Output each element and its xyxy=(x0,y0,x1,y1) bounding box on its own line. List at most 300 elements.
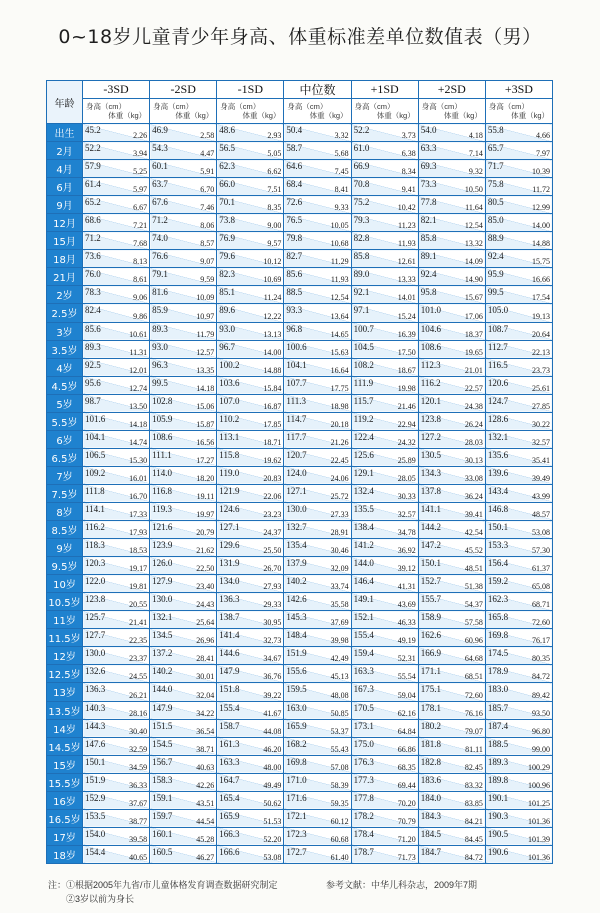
height-value: 127.9 xyxy=(152,576,173,587)
value-cell xyxy=(485,647,552,665)
value-cell xyxy=(485,827,552,845)
height-value: 88.9 xyxy=(487,233,504,244)
value-cell xyxy=(150,358,217,376)
weight-value: 33.74 xyxy=(330,582,349,592)
value-cell xyxy=(150,809,217,827)
weight-value: 12.61 xyxy=(397,257,416,267)
value-cell xyxy=(418,755,485,773)
height-value: 130.0 xyxy=(85,648,106,659)
weight-value: 10.61 xyxy=(129,329,148,339)
value-cell xyxy=(284,160,351,178)
table-row xyxy=(47,430,553,448)
height-value: 72.6 xyxy=(286,197,303,208)
height-value: 178.4 xyxy=(353,828,374,839)
value-cell xyxy=(418,412,485,430)
value-cell xyxy=(351,214,418,232)
weight-value: 19.13 xyxy=(532,311,550,321)
height-value: 104.1 xyxy=(286,359,307,370)
height-value: 63.3 xyxy=(420,143,437,154)
footnote-2: ②3岁以前为身长 xyxy=(66,894,135,904)
weight-value: 7.68 xyxy=(133,239,148,249)
height-value: 154.4 xyxy=(85,846,106,857)
height-value: 176.3 xyxy=(353,756,374,767)
height-value: 111.8 xyxy=(85,485,105,496)
value-cell xyxy=(284,629,351,647)
height-value: 135.4 xyxy=(286,540,307,551)
value-cell xyxy=(485,178,552,196)
weight-value: 68.51 xyxy=(464,672,483,682)
value-cell xyxy=(83,611,150,629)
value-cell xyxy=(418,178,485,196)
weight-value: 3.73 xyxy=(401,131,416,141)
value-cell xyxy=(485,755,552,773)
weight-value: 5.97 xyxy=(133,185,148,195)
height-value: 158.3 xyxy=(152,774,173,785)
height-value: 144.2 xyxy=(420,522,441,533)
weight-value: 25.72 xyxy=(330,491,349,501)
weight-value: 49.49 xyxy=(263,780,282,790)
height-value: 92.4 xyxy=(487,251,504,262)
value-cell xyxy=(284,358,351,376)
sd-header: +3SD xyxy=(485,81,552,99)
value-cell xyxy=(351,593,418,611)
height-value: 116.2 xyxy=(85,522,105,533)
weight-value: 71.73 xyxy=(397,853,416,862)
value-cell xyxy=(83,304,150,322)
weight-value: 14.90 xyxy=(464,275,483,285)
value-cell xyxy=(485,196,552,214)
value-cell xyxy=(284,665,351,683)
weight-value: 18.53 xyxy=(129,546,148,556)
height-value: 81.6 xyxy=(152,287,168,298)
height-value: 140.2 xyxy=(286,576,307,587)
value-cell xyxy=(150,539,217,557)
height-value: 98.7 xyxy=(85,395,101,406)
weight-value: 27.93 xyxy=(263,582,282,592)
height-weight-subheader xyxy=(418,99,485,124)
table-row xyxy=(47,827,553,845)
weight-value: 70.79 xyxy=(397,816,416,826)
weight-value: 57.08 xyxy=(330,762,349,772)
height-value: 190.6 xyxy=(487,846,509,857)
value-cell xyxy=(284,647,351,665)
height-value: 127.7 xyxy=(85,630,106,641)
weight-value: 19.17 xyxy=(129,564,148,574)
height-value: 144.6 xyxy=(219,648,240,659)
height-value: 82.7 xyxy=(286,251,303,262)
value-cell xyxy=(150,160,217,178)
value-cell xyxy=(418,557,485,575)
weight-value: 28.41 xyxy=(196,654,215,664)
height-value: 134.0 xyxy=(219,576,240,587)
height-value: 142.6 xyxy=(286,594,307,605)
value-cell xyxy=(284,304,351,322)
weight-value: 13.35 xyxy=(196,365,215,375)
age-label: 18月 xyxy=(47,250,83,268)
value-cell xyxy=(418,647,485,665)
age-label: 5.5岁 xyxy=(47,412,83,430)
value-cell xyxy=(485,322,552,340)
height-value: 130.0 xyxy=(286,503,307,514)
weight-value: 37.67 xyxy=(129,798,148,808)
height-value: 85.6 xyxy=(286,269,303,280)
value-cell xyxy=(83,484,150,502)
weight-value: 39.12 xyxy=(397,564,416,574)
value-cell xyxy=(217,755,284,773)
value-cell xyxy=(217,196,284,214)
value-cell xyxy=(150,845,217,863)
age-label: 10岁 xyxy=(47,575,83,593)
weight-value: 50.85 xyxy=(330,708,349,718)
weight-value: 9.86 xyxy=(133,311,148,321)
value-cell xyxy=(284,575,351,593)
value-cell xyxy=(217,845,284,863)
table-row xyxy=(47,412,553,430)
weight-value: 16.01 xyxy=(129,473,148,483)
height-value: 137.2 xyxy=(152,648,173,659)
height-value: 165.9 xyxy=(219,810,240,821)
height-value: 128.6 xyxy=(487,413,509,424)
value-cell xyxy=(217,214,284,232)
value-cell xyxy=(83,521,150,539)
value-cell xyxy=(284,773,351,791)
value-cell xyxy=(485,701,552,719)
value-cell xyxy=(351,322,418,340)
value-cell xyxy=(485,539,552,557)
value-cell xyxy=(83,629,150,647)
age-label: 4岁 xyxy=(47,358,83,376)
weight-value: 15.24 xyxy=(397,311,416,321)
value-cell xyxy=(83,593,150,611)
value-cell xyxy=(351,142,418,160)
height-value: 66.0 xyxy=(219,179,236,190)
weight-value: 37.69 xyxy=(330,618,349,628)
table-row xyxy=(47,665,553,683)
weight-value: 45.13 xyxy=(330,672,349,682)
height-value: 100.2 xyxy=(219,359,240,370)
weight-value: 41.67 xyxy=(263,708,282,718)
height-value: 89.1 xyxy=(420,251,437,262)
value-cell xyxy=(150,593,217,611)
height-value: 85.0 xyxy=(487,215,504,226)
value-cell xyxy=(284,701,351,719)
value-cell xyxy=(418,502,485,520)
height-value: 58.7 xyxy=(286,143,303,154)
weight-value: 8.61 xyxy=(133,275,148,285)
height-value: 108.6 xyxy=(152,431,173,442)
height-value: 140.3 xyxy=(85,702,106,713)
height-value: 144.3 xyxy=(85,720,106,731)
height-value: 189.3 xyxy=(487,756,509,767)
value-cell xyxy=(284,196,351,214)
value-cell xyxy=(217,737,284,755)
value-cell xyxy=(351,773,418,791)
weight-value: 100.96 xyxy=(528,780,550,790)
height-value: 93.0 xyxy=(219,323,236,334)
height-value: 75.2 xyxy=(353,197,370,208)
weight-value: 10.42 xyxy=(397,203,416,213)
table-row xyxy=(47,539,553,557)
height-value: 102.8 xyxy=(152,395,173,406)
weight-value: 84.45 xyxy=(464,834,483,844)
height-value: 124.6 xyxy=(219,503,240,514)
height-value: 85.6 xyxy=(85,323,101,334)
age-label: 6岁 xyxy=(47,430,83,448)
weight-value: 7.14 xyxy=(468,149,483,159)
value-cell xyxy=(284,232,351,250)
weight-value: 22.35 xyxy=(129,636,148,646)
height-value: 161.3 xyxy=(219,738,240,749)
weight-value: 19.62 xyxy=(263,455,282,465)
age-label: 11岁 xyxy=(47,611,83,629)
height-value: 124.0 xyxy=(286,467,307,478)
height-value: 74.0 xyxy=(152,233,168,244)
height-value: 89.3 xyxy=(152,323,168,334)
weight-value: 14.65 xyxy=(330,329,349,339)
height-value: 57.9 xyxy=(85,161,101,172)
weight-value: 14.01 xyxy=(397,293,416,303)
value-cell xyxy=(418,448,485,466)
age-label: 6.5岁 xyxy=(47,448,83,466)
weight-value: 80.35 xyxy=(532,654,550,664)
weight-value: 72.60 xyxy=(464,690,483,700)
weight-value: 16.87 xyxy=(263,401,282,411)
weight-value: 40.65 xyxy=(129,853,148,862)
value-cell xyxy=(83,178,150,196)
height-value: 113.1 xyxy=(219,431,240,442)
weight-value: 12.01 xyxy=(129,365,148,375)
value-cell xyxy=(351,502,418,520)
page-title: 0~18岁儿童青少年身高、体重标准差单位数值表（男） xyxy=(58,26,542,48)
value-cell xyxy=(284,683,351,701)
height-value: 145.3 xyxy=(286,612,307,623)
height-weight-subheader xyxy=(150,99,217,124)
weight-value: 8.35 xyxy=(267,203,282,213)
value-cell xyxy=(351,232,418,250)
weight-value: 30.46 xyxy=(330,546,349,556)
weight-value: 21.62 xyxy=(196,546,215,556)
table-row xyxy=(47,268,553,286)
value-cell xyxy=(217,773,284,791)
height-value: 61.0 xyxy=(353,143,370,154)
height-value: 71.2 xyxy=(85,233,101,244)
weight-value: 38.71 xyxy=(196,744,215,754)
height-value: 124.7 xyxy=(487,395,509,406)
weight-value: 46.20 xyxy=(263,744,282,754)
value-cell xyxy=(150,196,217,214)
age-label: 6月 xyxy=(47,178,83,196)
table-row xyxy=(47,701,553,719)
height-value: 62.3 xyxy=(219,161,236,172)
value-cell xyxy=(351,845,418,863)
height-value: 158.7 xyxy=(219,720,240,731)
value-cell xyxy=(217,719,284,737)
height-value: 149.1 xyxy=(353,594,374,605)
age-label: 4.5岁 xyxy=(47,376,83,394)
table-row xyxy=(47,448,553,466)
height-value: 54.0 xyxy=(420,125,437,135)
value-cell xyxy=(485,232,552,250)
height-value: 79.8 xyxy=(286,233,303,244)
weight-sublabel: 体重（kg） xyxy=(376,111,415,120)
value-cell xyxy=(83,196,150,214)
height-value: 184.0 xyxy=(420,792,441,803)
value-cell xyxy=(485,340,552,358)
value-cell xyxy=(284,178,351,196)
weight-value: 48.08 xyxy=(330,690,349,700)
height-value: 147.6 xyxy=(85,738,106,749)
weight-value: 83.32 xyxy=(464,780,483,790)
weight-value: 8.41 xyxy=(334,185,349,195)
table-row xyxy=(47,322,553,340)
weight-value: 13.50 xyxy=(129,401,148,411)
value-cell xyxy=(83,683,150,701)
table-row xyxy=(47,575,553,593)
value-cell xyxy=(83,647,150,665)
height-value: 114.1 xyxy=(85,503,105,514)
weight-value: 64.84 xyxy=(397,726,416,736)
height-value: 141.1 xyxy=(420,503,441,514)
weight-value: 12.99 xyxy=(532,203,550,213)
value-cell xyxy=(83,466,150,484)
value-cell xyxy=(418,575,485,593)
height-value: 127.1 xyxy=(219,522,240,533)
height-value: 132.6 xyxy=(85,666,106,677)
weight-value: 101.36 xyxy=(528,853,550,862)
height-value: 159.4 xyxy=(353,648,374,659)
weight-value: 26.24 xyxy=(464,419,483,429)
height-value: 121.6 xyxy=(152,522,173,533)
height-value: 132.4 xyxy=(353,485,374,496)
value-cell xyxy=(217,124,284,142)
value-cell xyxy=(217,827,284,845)
table-row xyxy=(47,232,553,250)
weight-value: 21.46 xyxy=(397,401,416,411)
value-cell xyxy=(150,250,217,268)
height-value: 92.1 xyxy=(353,287,370,298)
height-value: 178.9 xyxy=(487,666,509,677)
weight-value: 60.12 xyxy=(330,816,349,826)
value-cell xyxy=(217,448,284,466)
weight-value: 54.37 xyxy=(464,600,483,610)
weight-value: 84.72 xyxy=(464,853,483,862)
weight-value: 59.35 xyxy=(330,798,349,808)
weight-value: 33.08 xyxy=(464,473,483,483)
height-value: 136.3 xyxy=(85,684,106,695)
weight-value: 7.51 xyxy=(267,185,282,195)
weight-value: 11.23 xyxy=(398,221,416,231)
height-sublabel: 身高（cm） xyxy=(287,102,328,111)
weight-value: 16.70 xyxy=(129,491,148,501)
value-cell xyxy=(217,809,284,827)
weight-value: 18.67 xyxy=(397,365,416,375)
height-value: 190.5 xyxy=(487,828,509,839)
height-value: 117.7 xyxy=(286,431,307,442)
weight-value: 101.39 xyxy=(528,834,550,844)
value-cell xyxy=(150,791,217,809)
weight-value: 4.47 xyxy=(200,149,215,159)
weight-value: 32.59 xyxy=(129,744,148,754)
weight-value: 14.18 xyxy=(129,419,148,429)
height-value: 171.1 xyxy=(420,666,441,677)
weight-value: 27.33 xyxy=(330,510,349,520)
height-value: 89.0 xyxy=(353,269,370,280)
table-row xyxy=(47,647,553,665)
weight-value: 69.44 xyxy=(397,780,416,790)
value-cell xyxy=(485,358,552,376)
value-cell xyxy=(418,340,485,358)
height-value: 166.6 xyxy=(219,846,240,857)
height-value: 187.4 xyxy=(487,720,509,731)
value-cell xyxy=(150,611,217,629)
height-value: 147.2 xyxy=(420,540,441,551)
value-cell xyxy=(217,322,284,340)
value-cell xyxy=(83,124,150,142)
height-value: 100.6 xyxy=(286,341,307,352)
height-value: 101.0 xyxy=(420,305,441,316)
height-value: 147.9 xyxy=(152,702,173,713)
weight-value: 11.93 xyxy=(330,275,349,285)
height-value: 152.7 xyxy=(420,576,441,587)
value-cell xyxy=(217,611,284,629)
value-cell xyxy=(217,502,284,520)
value-cell xyxy=(351,430,418,448)
age-label: 10.5岁 xyxy=(47,593,83,611)
weight-value: 8.06 xyxy=(200,221,215,231)
height-value: 123.8 xyxy=(420,413,441,424)
value-cell xyxy=(150,719,217,737)
weight-value: 22.45 xyxy=(330,455,349,465)
value-cell xyxy=(284,755,351,773)
value-cell xyxy=(150,647,217,665)
value-cell xyxy=(351,196,418,214)
value-cell xyxy=(217,484,284,502)
value-cell xyxy=(217,358,284,376)
value-cell xyxy=(418,466,485,484)
weight-value: 28.05 xyxy=(397,473,416,483)
value-cell xyxy=(150,214,217,232)
value-cell xyxy=(418,629,485,647)
value-cell xyxy=(150,737,217,755)
value-cell xyxy=(217,521,284,539)
weight-value: 5.91 xyxy=(200,167,215,177)
weight-value: 15.87 xyxy=(196,419,215,429)
height-value: 76.6 xyxy=(152,251,168,262)
height-value: 175.1 xyxy=(420,684,441,695)
height-value: 159.1 xyxy=(152,792,173,803)
value-cell xyxy=(284,809,351,827)
value-cell xyxy=(150,665,217,683)
value-cell xyxy=(351,160,418,178)
weight-value: 11.31 xyxy=(129,347,148,357)
value-cell xyxy=(485,809,552,827)
height-value: 178.7 xyxy=(353,846,374,857)
height-value: 110.2 xyxy=(219,413,240,424)
weight-value: 34.59 xyxy=(129,762,148,772)
weight-value: 50.62 xyxy=(263,798,282,808)
value-cell xyxy=(83,665,150,683)
height-value: 45.2 xyxy=(85,125,101,135)
value-cell xyxy=(351,539,418,557)
value-cell xyxy=(217,665,284,683)
value-cell xyxy=(351,629,418,647)
height-value: 100.7 xyxy=(353,323,374,334)
height-value: 89.3 xyxy=(85,341,101,352)
height-value: 141.2 xyxy=(353,540,374,551)
height-value: 70.8 xyxy=(353,179,370,190)
weight-value: 24.06 xyxy=(330,473,349,483)
height-value: 46.9 xyxy=(152,125,168,135)
